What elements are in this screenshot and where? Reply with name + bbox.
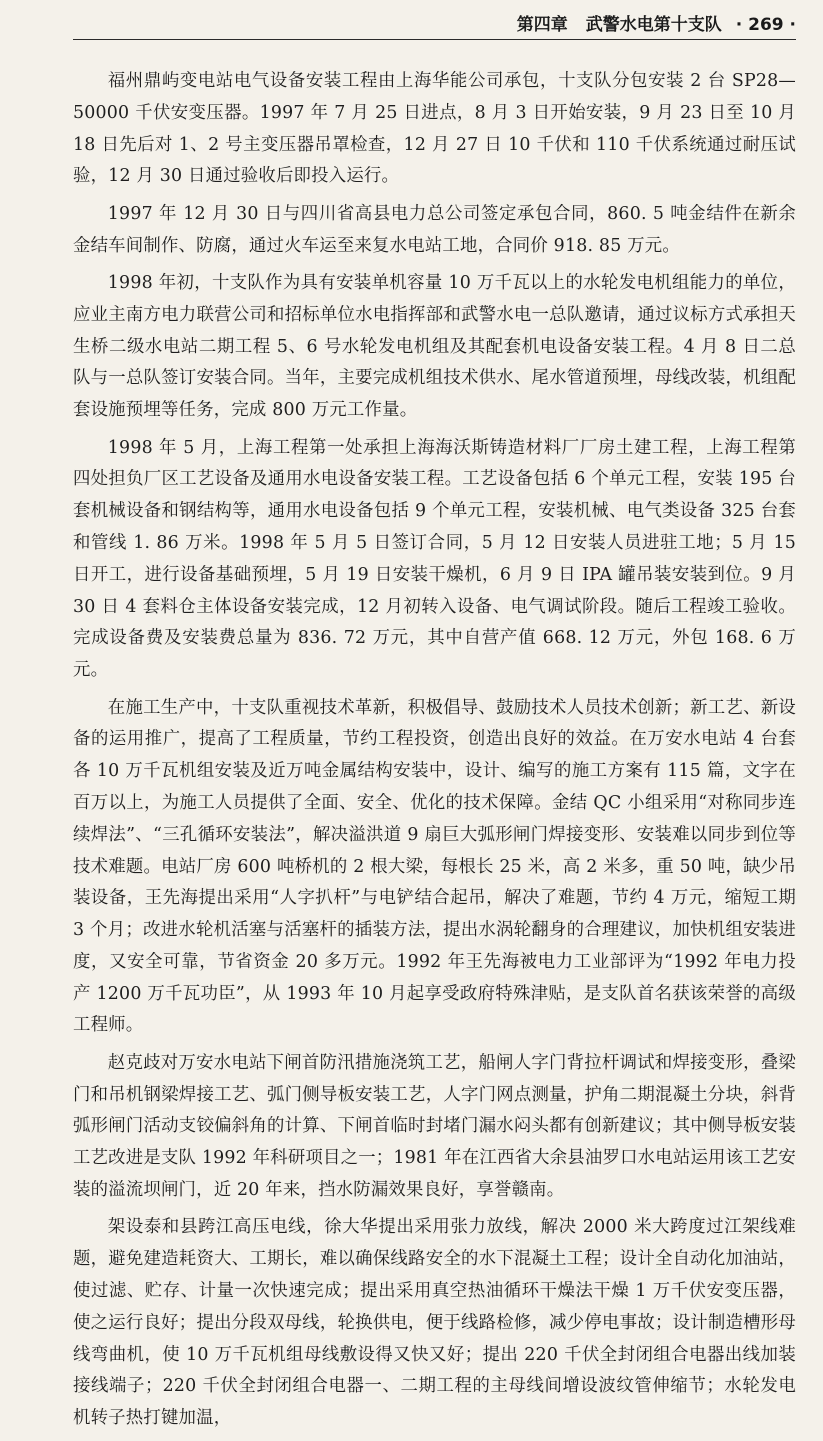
running-header (73, 6, 796, 40)
paragraph: 1998 年 5 月，上海工程第一处承担上海海沃斯铸造材料厂厂房土建工程，上海工程第四处担负厂区工艺设备及通用水电设备安装工程。工艺设备包括 6 个单元工程，安装 195 台套机械设备和钢结构等，通用水电设备包括 9 个单元工程，安装机械、电气类设备 325 台套和管线 1. 86 万米。1998 年 5 月 5 日签订合同，5 月 12 日安装人员进驻工地；5 月 15 日开工，进行设备基础预埋，5 月 19 日安装干燥机，6 月 9 日 IPA 罐吊装安装到位。9 月 30 日 4 套料仓主体设备安装完成，12 月初转入设备、电气调试阶段。随后工程竣工验收。完成设备费及安装费总量为 836. 72 万元，其中自营产值 668. 12 万元，外包 168. 6 万元。 (73, 437, 796, 681)
paragraph: 福州鼎屿变电站电气设备安装工程由上海华能公司承包，十支队分包安装 2 台 SP28—50000 千伏安变压器。1997 年 7 月 25 日进点，8 月 3 日开始安装，9 月 23 日至 10 月 18 日先后对 1、2 号主变压器吊罩检查，12 月 27 日 10 千伏和 110 千伏系统通过耐压试验，12 月 30 日通过验收后即投入运行。 (73, 71, 796, 187)
chapter-label: 第四章 (516, 15, 568, 35)
paragraph: 1997 年 12 月 30 日与四川省高县电力总公司签定承包合同，860. 5 吨金结件在新余金结车间制作、防腐，通过火车运至来复水电站工地，合同价 918. 85 万元。 (73, 203, 796, 256)
paragraph: 架设泰和县跨江高压电线，徐大华提出采用张力放线，解决 2000 米大跨度过江架线难题，避免建造耗资大、工期长，难以确保线路安全的水下混凝土工程；设计全自动化加油站，使过滤、贮存、计量一次快速完成；提出采用真空热油循环干燥法干燥 1 万千伏安变压器，使之运行良好；提出分段双母线，轮换供电，便于线路检修，减少停电事故；设计制造槽形母线弯曲机，使 10 万千瓦机组母线敷设得又快又好；提出 220 千伏全封闭组合电器出线加装接线端子；220 千伏全封闭组合电器一、二期工程的主母线间增设波纹管伸缩节；水轮发电机转子热打键加温， (73, 1217, 796, 1429)
section-title: 武警水电第十支队 (585, 15, 722, 35)
paragraph: 1998 年初，十支队作为具有安装单机容量 10 万千瓦以上的水轮发电机组能力的单位，应业主南方电力联营公司和招标单位水电指挥部和武警水电一总队邀请，通过议标方式承担天生桥二级水电站二期工程 5、6 号水轮发电机组及其配套机电设备安装工程。4 月 8 日二总队与一总队签订安装合同。当年，主要完成机组技术供水、尾水管道预埋，母线改装，机组配套设施预埋等任务，完成 800 万元工作量。 (73, 272, 796, 421)
paragraph: 在施工生产中，十支队重视技术革新，积极倡导、鼓励技术人员技术创新；新工艺、新设备的运用推广，提高了工程质量，节约工程投资，创造出良好的效益。在万安水电站 4 台套各 10 万千瓦机组安装及近万吨金属结构安装中，设计、编写的施工方案有 115 篇，文字在百万以上，为施工人员提供了全面、安全、优化的技术保障。金结 QC 小组采用“对称同步连续焊法”、“三孔循环安装法”，解决溢洪道 9 扇巨大弧形闸门焊接变形、安装难以同步到位等技术难题。电站厂房 600 吨桥机的 2 根大梁，每根长 25 米，高 2 米多，重 50 吨，缺少吊装设备，王先海提出采用“人字扒杆”与电铲结合起吊，解决了难题，节约 4 万元，缩短工期 3 个月；改进水轮机活塞与活塞杆的插装方法，提出水涡轮翻身的合理建议，加快机组安装进度，又安全可靠，节省资金 20 多万元。1992 年王先海被电力工业部评为“1992 年电力投产 1200 万千瓦功臣”，从 1993 年 10 月起享受政府特殊津贴，是支队首名获该荣誉的高级工程师。 (73, 697, 796, 1036)
page-number: · 269 · (735, 15, 796, 35)
paragraph: 赵克歧对万安水电站下闸首防汛措施浇筑工艺，船闸人字门背拉杆调试和焊接变形，叠梁门和吊机钢梁焊接工艺、弧门侧导板安装工艺，人字门网点测量，护角二期混凝土分块，斜背弧形闸门活动支铰偏斜角的计算、下闸首临时封堵门漏水闷头都有创新建议；其中侧导板安装工艺改进是支队 1992 年科研项目之一；1981 年在江西省大余县油罗口水电站运用该工艺安装的溢流坝闸门，近 20 年来，挡水防漏效果良好，享誉赣南。 (73, 1052, 796, 1201)
body-text (73, 66, 796, 1441)
